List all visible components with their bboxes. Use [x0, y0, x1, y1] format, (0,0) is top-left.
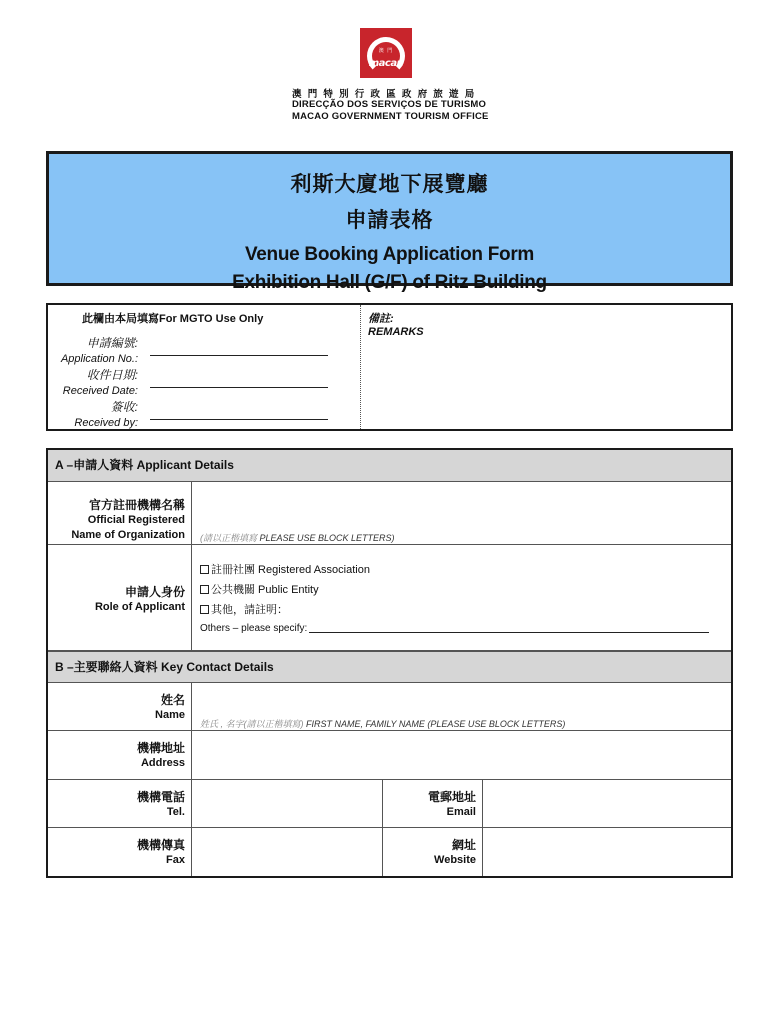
section-b-title: B –主要聯絡人資料 Key Contact Details — [55, 660, 274, 674]
logo-arc-icon — [367, 37, 405, 75]
org-name-label — [48, 482, 192, 544]
others-specify-label: Others – please specify: — [200, 623, 308, 634]
name-label-zh: 姓名 — [160, 693, 185, 707]
checkbox-icon[interactable] — [200, 605, 209, 614]
address-row — [48, 731, 731, 780]
email-label-en: Email — [446, 806, 476, 818]
fax-label-en: Fax — [166, 854, 185, 866]
website-input[interactable] — [484, 828, 731, 876]
title-zh-line1: 利斯大廈地下展覽廳 — [290, 173, 489, 196]
office-use-box — [46, 303, 733, 431]
role-option-label: 註冊社團 Registered Association — [211, 564, 370, 576]
remarks-label-zh: 備註: — [368, 313, 394, 325]
others-specify — [200, 623, 709, 634]
name-row — [48, 683, 731, 731]
fax-website-row — [48, 828, 731, 876]
section-a-header — [48, 450, 731, 482]
application-no-label — [50, 335, 138, 367]
org-name-input[interactable] — [193, 482, 731, 528]
org-name-zh: 澳門特別行政區政府旅遊局 — [292, 89, 481, 100]
org-name-hint-zh: (請以正楷填寫 — [200, 533, 257, 543]
name-input[interactable] — [193, 683, 731, 715]
org-name-label-en2: Name of Organization — [71, 529, 185, 541]
org-name-pt: DIRECÇÃO DOS SERVIÇOS DE TURISMO — [292, 99, 487, 110]
fax-label-zh: 機構傳真 — [136, 838, 185, 852]
tel-input[interactable] — [193, 780, 383, 827]
fax-label — [48, 828, 192, 876]
received-by-label — [50, 399, 138, 431]
name-label — [48, 683, 192, 730]
office-use-heading: 此欄由本局填寫For MGTO Use Only — [82, 313, 264, 325]
address-label-zh: 機構地址 — [136, 741, 185, 755]
tel-label-en: Tel. — [166, 806, 185, 818]
role-label-en: Role of Applicant — [94, 601, 185, 613]
application-form-table — [46, 448, 733, 878]
email-input[interactable] — [484, 780, 731, 827]
form-title-box — [46, 151, 733, 293]
role-option-label: 其他，請註明： — [211, 604, 288, 616]
role-option-others[interactable] — [200, 601, 288, 617]
application-no-field[interactable] — [150, 355, 328, 356]
website-label — [383, 828, 483, 876]
address-input[interactable] — [193, 731, 731, 779]
section-a-title: A –申請人資料 Applicant Details — [55, 458, 234, 472]
address-label-en: Address — [140, 757, 185, 769]
logo-dots: 澳 門 — [378, 48, 394, 54]
org-name-hint-en: PLEASE USE BLOCK LETTERS) — [257, 533, 395, 543]
received-by-field[interactable] — [150, 419, 328, 420]
checkbox-icon[interactable] — [200, 565, 209, 574]
remarks-label-en: REMARKS — [368, 326, 424, 338]
application-no-label-zh: 申請編號: — [86, 336, 138, 350]
title-zh-line2: 申請表格 — [345, 209, 434, 232]
address-label — [48, 731, 192, 779]
org-name-hint — [200, 531, 395, 544]
received-date-label-en: Received Date: — [62, 385, 138, 397]
received-by-label-zh: 簽收: — [110, 400, 138, 414]
website-label-zh: 網址 — [451, 838, 476, 852]
org-name-en: MACAO GOVERNMENT TOURISM OFFICE — [292, 111, 489, 122]
org-name-label-zh: 官方註冊機構名稱 — [88, 498, 185, 512]
tel-label-zh: 機構電話 — [136, 790, 185, 804]
title-en-line1: Venue Booking Application Form — [244, 244, 535, 265]
application-no-label-en: Application No.: — [60, 353, 138, 365]
received-date-label-zh: 收件日期: — [86, 368, 138, 382]
others-specify-field[interactable] — [309, 632, 709, 633]
name-label-en: Name — [155, 709, 185, 721]
name-hint-en: FIRST NAME, FAMILY NAME (PLEASE USE BLOCK LETTERS) — [303, 719, 566, 729]
tel-email-row — [48, 780, 731, 828]
role-option-label: 公共機關 Public Entity — [211, 584, 319, 596]
role-option-registered-association[interactable] — [200, 561, 370, 577]
title-en-line2: Exhibition Hall (G/F) of Ritz Building — [232, 272, 547, 293]
tel-label — [48, 780, 192, 827]
received-date-field[interactable] — [150, 387, 328, 388]
role-label — [48, 545, 192, 650]
email-label-zh: 電郵地址 — [427, 790, 476, 804]
role-option-public-entity[interactable] — [200, 581, 319, 597]
email-label — [383, 780, 483, 827]
office-use-divider — [360, 305, 361, 429]
section-b-header — [48, 651, 731, 683]
org-name-row — [48, 482, 731, 545]
name-hint-zh: 姓氏 , 名字(請以正楷填寫) — [200, 719, 304, 729]
checkbox-icon[interactable] — [200, 585, 209, 594]
received-date-label — [50, 367, 138, 399]
received-by-label-en: Received by: — [74, 417, 138, 429]
website-label-en: Website — [434, 854, 476, 866]
mgto-logo — [360, 28, 412, 78]
role-label-zh: 申請人身份 — [124, 585, 185, 599]
role-row — [48, 545, 731, 651]
name-hint — [200, 717, 565, 730]
logo-wordmark: macau — [368, 58, 404, 69]
org-name-label-en1: Official Registered — [87, 514, 185, 526]
fax-input[interactable] — [193, 828, 383, 876]
